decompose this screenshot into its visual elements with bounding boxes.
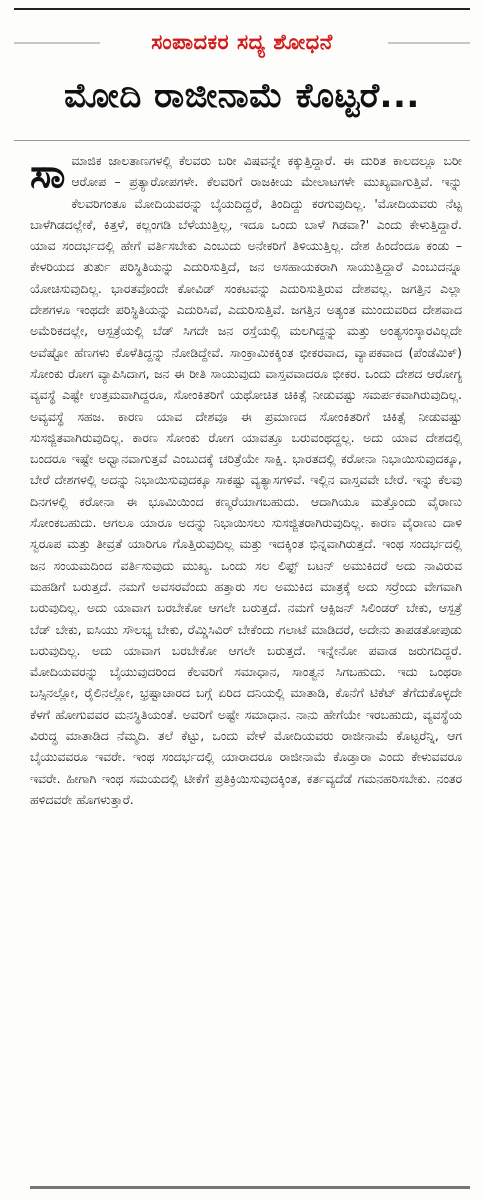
article-text: ಮಾಜಿಕ ಜಾಲತಾಣಗಳಲ್ಲಿ ಕೆಲವರು ಬರೀ ವಿಷವನ್ನೇ ಕಕ್ಕುತ್ತಿದ್ದಾರೆ. ಈ ದುರಿತ ಕಾಲದಲ್ಲೂ ಬರೀ ಆರೋಪ – ಪ್ರತ್ಯಾರೋಪಗಳೇ. ಕೆಲವರಿಗೆ ರಾಜಕೀಯ ಮೇಲಾಟಗಳೇ ಮುಖ್ಯವಾಗುತ್ತಿವೆ. ಇನ್ನು ಕೆಲವರಿಗಂತೂ ಮೋದಿಯವರನ್ನು ಬೈಯದಿದ್ದರೆ, ತಿಂದಿದ್ದು ಕರಗುವುದಿಲ್ಲ. 'ಮೋದಿಯವರು ನೆಟ್ಟ ಬಾಳೆಗಿಡದಲ್ಲೇಕೆ, ಕಿತ್ತಳೆ, ಕಲ್ಲಂಗಡಿ ಬೆಳೆಯುತ್ತಿಲ್ಲ, ಇದೂ ಒಂದು ಬಾಳೆ ಗಿಡವಾ?' ಎಂದು ಕೇಳುತ್ತಿದ್ದಾರೆ. ಯಾವ ಸಂದರ್ಭದಲ್ಲಿ ಹೇಗೆ ವರ್ತಿಸಬೇಕು ಎಂಬುದು ಅನೇಕರಿಗೆ ತಿಳಿಯುತ್ತಿಲ್ಲ. ದೇಶ ಹಿಂದೆಂದೂ ಕಂಡು – ಕೇಳರಿಯದ ತುರ್ತು ಪರಿಸ್ಥಿತಿಯನ್ನು ಎದುರಿಸುತ್ತಿದೆ, ಜನ ಅಸಹಾಯಕರಾಗಿ ಸಾಯುತ್ತಿದ್ದಾರೆ ಎಂಬುದನ್ನೂ ಯೋಚಿಸುವುದಿಲ್ಲ. ಭಾರತವೊಂದೇ ಕೋವಿಡ್ ಸಂಕಟವನ್ನು ಎದುರಿಸುತ್ತಿರುವ ದೇಶವಲ್ಲ. ಜಗತ್ತಿನ ಎಲ್ಲಾ ದೇಶಗಳೂ ಇಂಥದೇ ಪರಿಸ್ಥಿತಿಯನ್ನು ಎದುರಿಸಿವೆ, ಎದುರಿಸುತ್ತಿವೆ. ಜಗತ್ತಿನ ಅತ್ಯಂತ ಮುಂದುವರಿದ ದೇಶವಾದ ಅಮೆರಿಕದಲ್ಲೇ, ಆಸ್ಪತ್ರೆಯಲ್ಲಿ ಬೆಡ್ ಸಿಗದೇ ಜನ ರಸ್ತೆಯಲ್ಲಿ ಮಲಗಿದ್ದನ್ನು ಮತ್ತು ಅಂತ್ಯಸಂಸ್ಕಾರವಿಲ್ಲದೇ ಅವೆಷ್ಟೋ ಹೆಣಗಳು ಕೊಳೆತಿದ್ದನ್ನು ನೋಡಿದ್ದೇವೆ. ಸಾಂಕ್ರಾಮಿಕಕ್ಕಿಂತ ಭೀಕರವಾದ, ವ್ಯಾಪಕವಾದ (ಪೆಂಡೆಮಿಕ್) ಸೋಂಕು ರೋಗ ವ್ಯಾಪಿಸಿದಾಗ, ಜನ ಈ ರೀತಿ ಸಾಯುವುದು ವಾಸ್ತವವಾದರೂ ಭೀಕರ. ಒಂದು ದೇಶದ ಆರೋಗ್ಯ ವ್ಯವಸ್ಥೆ ಎಷ್ಟೇ ಉತ್ತಮವಾಗಿದ್ದರೂ, ಸೋಂಕಿತರಿಗೆ ಯಥೋಚಿತ ಚಿಕಿತ್ಸೆ ನೀಡುವಷ್ಟು ಸಮರ್ಪಕವಾಗಿರುವುದಿಲ್ಲ. ಅವ್ಯವಸ್ಥೆ ಸಹಜ. ಕಾರಣ ಯಾವ ದೇಶವೂ ಈ ಪ್ರಮಾಣದ ಸೋಂಕಿತರಿಗೆ ಚಿಕಿತ್ಸೆ ನೀಡುವಷ್ಟು ಸುಸಜ್ಜಿತವಾಗಿರುವುದಿಲ್ಲ. ಕಾರಣ ಸೋಂಕು ರೋಗ ಯಾವತ್ತೂ ಬರುವಂಥದ್ದಲ್ಲ. ಅದು ಯಾವ ದೇಶದಲ್ಲಿ ಬಂದರೂ ಇಷ್ಟೇ ಅಧ್ವಾನವಾಗುತ್ತವೆ ಎಂಬುದಕ್ಕೆ ಚರಿತ್ರೆಯೇ ಸಾಕ್ಷಿ. ಭಾರತದಲ್ಲಿ ಕರೋನಾ ನಿಭಾಯಿಸುವುದಕ್ಕೂ, ಬೇರೆ ದೇಶಗಳಲ್ಲಿ ಅದನ್ನು ನಿಭಾಯಿಸುವುದಕ್ಕೂ ಸಾಕಷ್ಟು ವ್ಯತ್ಯಾಸಗಳಿವೆ. ಇಲ್ಲಿನ ವಾಸ್ತವವೇ ಬೇರೆ. ಇನ್ನು ಕೆಲವು ದಿನಗಳಲ್ಲಿ ಕರೋನಾ ಈ ಭೂಮಿಯಿಂದ ಕಣ್ಮರೆಯಾಗಬಹುದು. ಆದಾಗಿಯೂ ಮತ್ತೊಂದು ವೈರಾಣು ಸೋಂಕಬಹುದು. ಆಗಲೂ ಯಾರೂ ಅದನ್ನು ನಿಭಾಯಿಸಲು ಸುಸಜ್ಜಿತರಾಗಿರುವುದಿಲ್ಲ. ಕಾರಣ ವೈರಾಣು ದಾಳಿ ಸ್ವರೂಪ ಮತ್ತು ತೀವ್ರತೆ ಯಾರಿಗೂ ಗೊತ್ತಿರುವುದಿಲ್ಲ ಮತ್ತು ಇದಕ್ಕಿಂತ ಭಿನ್ನವಾಗಿರುತ್ತದೆ. ಇಂಥ ಸಂದರ್ಭದಲ್ಲಿ ಜನ ಸಂಯಮದಿಂದ ವರ್ತಿಸುವುದು ಮುಖ್ಯ. ಒಂದು ಸಲ ಲಿಫ್ಟ್ ಬಟನ್ ಅಮುಕಿದರೆ ಅದು ನಾವಿರುವ ಮಹಡಿಗೆ ಬರುತ್ತದೆ. ನಮಗೆ ಅವಸರವೆಂದು ಹತ್ತಾರು ಸಲ ಅಮುಕಿದ ಮಾತ್ರಕ್ಕೆ ಅದು ಸರ್ರೆಂದು ವೇಗವಾಗಿ ಬರುವುದಿಲ್ಲ. ಅದು ಯಾವಾಗ ಬರಬೇಕೋ ಆಗಲೇ ಬರುತ್ತದೆ. ನಮಗೆ ಆಕ್ಸಿಜನ್ ಸಿಲಿಂಡರ್ ಬೇಕು, ಆಸ್ಪತ್ರೆ ಬೆಡ್ ಬೇಕು, ಐಸಿಯು ಸೌಲಭ್ಯ ಬೇಕು, ರೆಮ್ಡಿಸಿವಿರ್ ಬೇಕೆಂದು ಗಲಾಟೆ ಮಾಡಿದರೆ, ಅದೇನು ತಾಪಡತೋಪುಡು ಬರುವುದಿಲ್ಲ. ಅದು ಯಾವಾಗ ಬರಬೇಕೋ ಆಗಲೇ ಬರುತ್ತದೆ. ಇನ್ನೇನೋ ಪವಾಡ ಜರುಗದಿದ್ದರೆ. ಮೋದಿಯವರನ್ನು ಬೈಯುವುದರಿಂದ ಕೆಲವರಿಗೆ ಸಮಾಧಾನ, ಸಾಂತ್ವನ ಸಿಗಬಹುದು. ಇದು ಒಂಥರಾ ಬಸ್ಸಿನಲ್ಲೋ, ರೈಲಿನಲ್ಲೋ, ಭ್ರಷ್ಟಾಚಾರದ ಬಗ್ಗೆ ಏರಿದ ದನಿಯಲ್ಲಿ ಮಾತಾಡಿ, ಕೊನೆಗೆ ಟಿಕೆಟ್ ತೆಗೆದುಕೊಳ್ಳದೇ ಕೆಳಗೆ ಹೋಗುವವರ ಮನಸ್ಥಿತಿಯಂತೆ. ಅವರಿಗೆ ಅಷ್ಟೇ ಸಮಾಧಾನ. ನಾನು ಹೇಗೆಯೇ ಇರಬಹುದು, ವ್ಯವಸ್ಥೆಯ ವಿರುದ್ಧ ಮಾತಾಡಿದ ನೆಮ್ಮದಿ. ತಲೆ ಕೆಟ್ಟು, ಒಂದು ವೇಳೆ ಮೋದಿಯವರು ರಾಜೀನಾಮೆ ಕೊಟ್ಟರೆನ್ನಿ, ಆಗ ಬೈಯುವವರೂ ಇವರೇ. ಇಂಥ ಸಂದರ್ಭದಲ್ಲಿ ಯಾರಾದರೂ ರಾಜೀನಾಮೆ ಕೊಡ್ತಾರಾ ಎಂದು ಕೇಳುವವರೂ ಇವರೇ. ಹೀಗಾಗಿ ಇಂಥ ಸಮಯದಲ್ಲಿ ಟೀಕೆಗೆ ಪ್ರತಿಕ್ರಿಯಿಸುವುದಕ್ಕಿಂತ, ಕರ್ತವ್ಯದೆಡೆ ಗಮನಹರಿಸಬೇಕು. ನಂತರ ಹಳಿದವರೇ ಹೊಗಳುತ್ತಾರೆ. bbox=[30, 153, 462, 807]
headline: ಮೋದಿ ರಾಜೀನಾಮೆ ಕೊಟ್ಟರೆ... bbox=[64, 76, 420, 116]
top-divider bbox=[14, 8, 470, 10]
column-kicker: ಸಂಪಾದಕರ ಸದ್ಯ ಶೋಧನೆ bbox=[151, 30, 333, 54]
article-body bbox=[30, 150, 462, 810]
headline-divider bbox=[14, 140, 470, 141]
drop-cap: ಸಾ bbox=[30, 151, 66, 197]
bottom-divider bbox=[30, 1186, 470, 1189]
kicker-rule-right bbox=[388, 42, 470, 44]
